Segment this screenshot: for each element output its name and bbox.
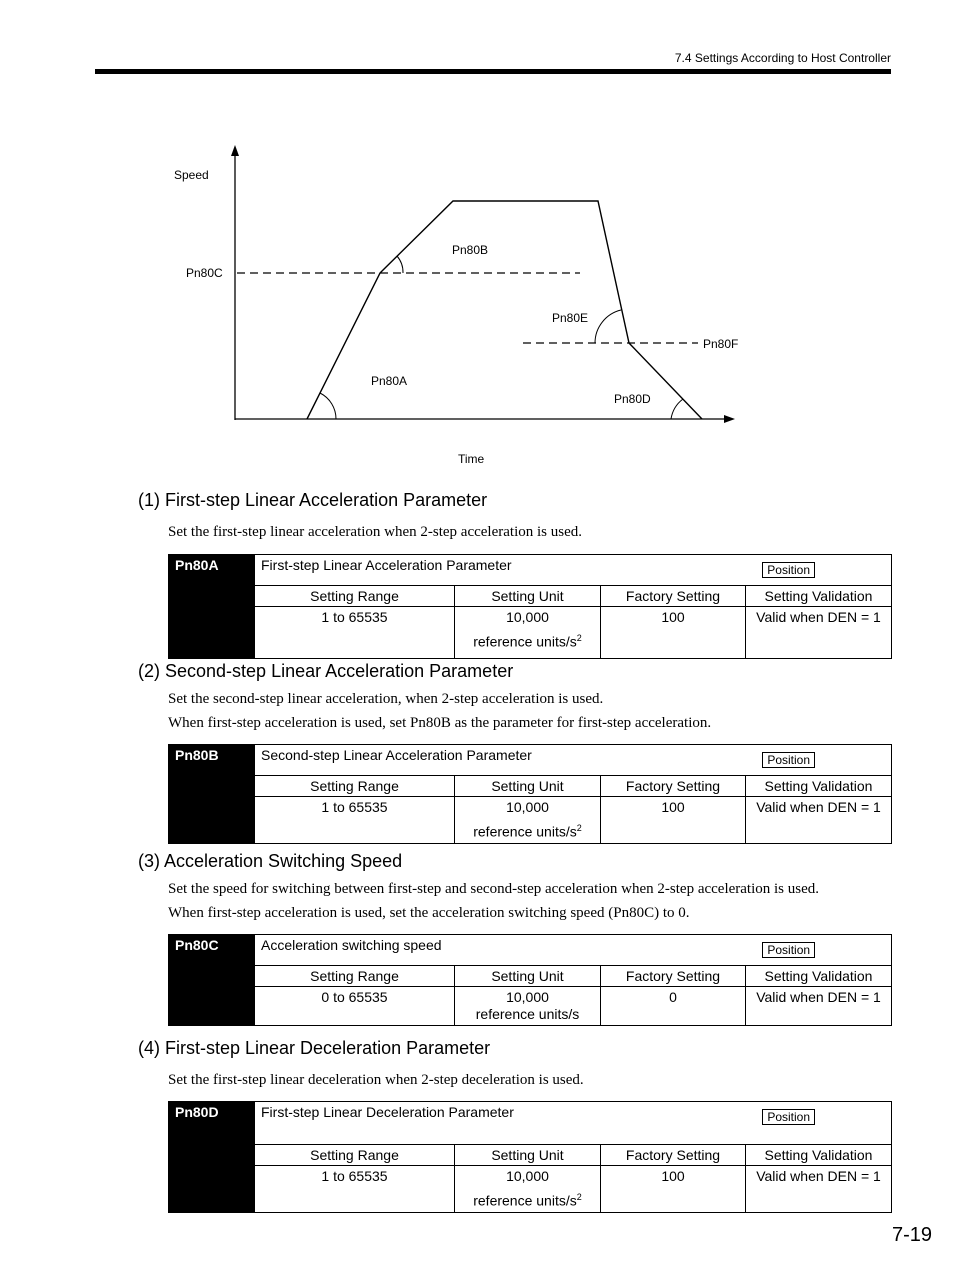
col-factory-setting: Factory Setting bbox=[601, 776, 746, 797]
pn80b-label: Pn80B bbox=[452, 243, 489, 257]
factory-setting-value: 0 bbox=[601, 987, 746, 1026]
col-factory-setting: Factory Setting bbox=[601, 1145, 746, 1166]
pn80e-angle-arc bbox=[595, 310, 621, 343]
setting-range-value: 1 to 65535 bbox=[255, 797, 455, 844]
pn80a-label: Pn80A bbox=[371, 374, 408, 388]
setting-unit-value bbox=[455, 987, 601, 1026]
pn80d-angle-arc bbox=[671, 399, 683, 419]
pn80d-label: Pn80D bbox=[614, 392, 651, 406]
setting-validation-value: Valid when DEN = 1 bbox=[746, 987, 892, 1026]
section-2-paragraph-1: Set the second-step linear acceleration, when 2-step acceleration is used. bbox=[168, 691, 604, 707]
unit-line-1: 10,000 bbox=[506, 609, 549, 625]
setting-unit-value bbox=[455, 607, 601, 659]
param-name: Acceleration switching speed bbox=[261, 937, 442, 953]
pn80f-label: Pn80F bbox=[703, 337, 739, 351]
running-header: 7.4 Settings According to Host Controller bbox=[674, 51, 891, 65]
position-badge: Position bbox=[762, 1109, 815, 1125]
pn80a-table bbox=[168, 554, 892, 659]
unit-superscript: 2 bbox=[576, 633, 582, 643]
param-name-cell bbox=[255, 935, 892, 966]
section-3-paragraph-2: When first-step acceleration is used, set the acceleration switching speed (Pn80C) to 0. bbox=[168, 905, 690, 921]
setting-validation-value: Valid when DEN = 1 bbox=[746, 797, 892, 844]
param-name-cell bbox=[255, 1102, 892, 1145]
section-4-paragraph: Set the first-step linear deceleration when 2-step deceleration is used. bbox=[168, 1072, 584, 1088]
unit-line-1: 10,000 bbox=[506, 799, 549, 815]
pn80d-table bbox=[168, 1101, 892, 1213]
unit-line-2: reference units/s bbox=[473, 1192, 577, 1209]
param-id: Pn80B bbox=[169, 745, 255, 844]
unit-line-2: reference units/s bbox=[475, 1006, 580, 1022]
factory-setting-value: 100 bbox=[601, 1166, 746, 1213]
col-setting-range: Setting Range bbox=[255, 776, 455, 797]
param-name-cell bbox=[255, 745, 892, 776]
section-2-paragraph-2: When first-step acceleration is used, set Pn80B as the parameter for first-step acceleration. bbox=[168, 715, 712, 731]
section-2-title: (2) Second-step Linear Acceleration Parameter bbox=[138, 661, 514, 681]
factory-setting-value: 100 bbox=[601, 607, 746, 659]
setting-validation-value: Valid when DEN = 1 bbox=[746, 607, 892, 659]
col-setting-range: Setting Range bbox=[255, 1145, 455, 1166]
factory-setting-value: 100 bbox=[601, 797, 746, 844]
speed-profile bbox=[307, 201, 702, 419]
x-axis-label: Time bbox=[458, 452, 485, 466]
param-name-cell bbox=[255, 555, 892, 586]
position-badge: Position bbox=[762, 562, 815, 578]
section-4-title: (4) First-step Linear Deceleration Parameter bbox=[138, 1038, 491, 1058]
col-setting-unit: Setting Unit bbox=[455, 586, 601, 607]
setting-range-value: 1 to 65535 bbox=[255, 607, 455, 659]
param-id: Pn80A bbox=[169, 555, 255, 659]
col-setting-validation: Setting Validation bbox=[746, 966, 892, 987]
pn80c-label: Pn80C bbox=[186, 266, 223, 280]
setting-unit-value bbox=[455, 797, 601, 844]
x-axis-arrow bbox=[724, 415, 735, 423]
col-setting-unit: Setting Unit bbox=[455, 776, 601, 797]
speed-time-diagram bbox=[0, 0, 954, 480]
col-setting-range: Setting Range bbox=[255, 966, 455, 987]
col-factory-setting: Factory Setting bbox=[601, 966, 746, 987]
col-setting-validation: Setting Validation bbox=[746, 1145, 892, 1166]
col-setting-unit: Setting Unit bbox=[455, 1145, 601, 1166]
col-setting-range: Setting Range bbox=[255, 586, 455, 607]
setting-unit-value bbox=[455, 1166, 601, 1213]
unit-line-1: 10,000 bbox=[506, 1168, 549, 1184]
unit-superscript: 2 bbox=[576, 823, 582, 833]
pn80e-label: Pn80E bbox=[552, 311, 589, 325]
col-setting-validation: Setting Validation bbox=[746, 586, 892, 607]
position-badge: Position bbox=[762, 942, 815, 958]
section-3-paragraph-1: Set the speed for switching between first-step and second-step acceleration when 2-step acceleration is used. bbox=[168, 881, 820, 897]
param-name: First-step Linear Deceleration Parameter bbox=[261, 1104, 514, 1120]
unit-line-1: 10,000 bbox=[506, 989, 549, 1005]
pn80c-table bbox=[168, 934, 892, 1026]
pn80b-angle-arc bbox=[397, 256, 403, 273]
position-badge: Position bbox=[762, 752, 815, 768]
unit-line-2: reference units/s bbox=[473, 823, 577, 840]
pn80b-table bbox=[168, 744, 892, 844]
setting-range-value: 1 to 65535 bbox=[255, 1166, 455, 1213]
param-name: First-step Linear Acceleration Parameter bbox=[261, 557, 512, 573]
setting-range-value: 0 to 65535 bbox=[255, 987, 455, 1026]
param-id: Pn80D bbox=[169, 1102, 255, 1213]
col-setting-validation: Setting Validation bbox=[746, 776, 892, 797]
section-1-title: (1) First-step Linear Acceleration Parameter bbox=[138, 490, 488, 510]
y-axis-label: Speed bbox=[174, 168, 209, 182]
setting-validation-value: Valid when DEN = 1 bbox=[746, 1166, 892, 1213]
section-1-paragraph: Set the first-step linear acceleration when 2-step acceleration is used. bbox=[168, 524, 582, 540]
section-3-title: (3) Acceleration Switching Speed bbox=[138, 851, 403, 871]
unit-superscript: 2 bbox=[576, 1192, 582, 1202]
y-axis-arrow bbox=[231, 145, 239, 156]
page-number: 7-19 bbox=[891, 1224, 932, 1246]
col-factory-setting: Factory Setting bbox=[601, 586, 746, 607]
unit-line-2: reference units/s bbox=[473, 633, 577, 650]
param-id: Pn80C bbox=[169, 935, 255, 1026]
param-name: Second-step Linear Acceleration Parameter bbox=[261, 747, 532, 763]
col-setting-unit: Setting Unit bbox=[455, 966, 601, 987]
pn80a-angle-arc bbox=[320, 393, 336, 419]
